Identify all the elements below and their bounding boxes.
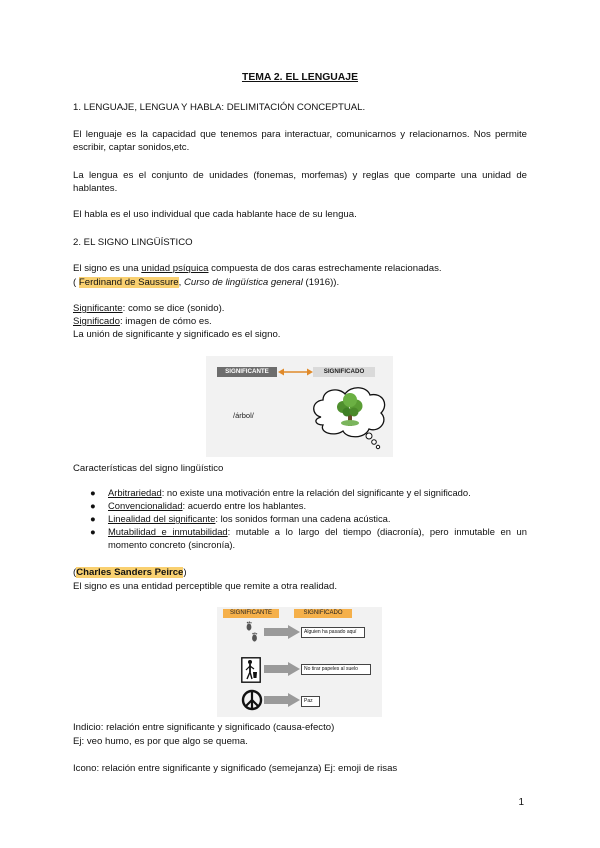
peirce-close: )	[183, 567, 187, 578]
saussure-citation	[73, 276, 339, 289]
bullet-text: : mutable a lo largo del tiempo (diacronía), pero inmutable en un momento concreto (sincronía).	[108, 526, 527, 550]
list-item	[90, 525, 527, 551]
bullet-term: Arbitrariedad	[108, 487, 162, 498]
cite-year: (1916)).	[302, 277, 340, 288]
figure1-significado-label: SIGNIFICADO	[313, 367, 375, 377]
bullet-term: Convencionalidad	[108, 500, 183, 511]
significado-term: Significado	[73, 316, 120, 327]
significante-term: Significante	[73, 303, 123, 314]
cite-open: (	[73, 277, 79, 288]
list-item	[90, 499, 527, 512]
figure2-row3-text: Paz	[301, 696, 320, 707]
list-item	[90, 486, 527, 499]
peirce-citation	[73, 566, 187, 579]
footprints-icon	[245, 621, 259, 645]
section1-heading: 1. LENGUAJE, LENGUA Y HABLA: DELIMITACIÓN CONCEPTUAL.	[73, 102, 366, 113]
ejemplo-line: Ej: veo humo, es por que algo se quema.	[73, 736, 248, 747]
double-arrow-icon	[278, 367, 313, 377]
litter-sign-icon	[241, 657, 261, 683]
signo-def-rest: compuesta de dos caras estrechamente relacionadas.	[208, 263, 442, 274]
bullet-text: : acuerdo entre los hablantes.	[182, 500, 307, 511]
peace-symbol-icon	[241, 689, 263, 711]
union-line: La unión de significante y significado es el signo.	[73, 329, 281, 340]
page-title: TEMA 2. EL LENGUAJE	[241, 72, 359, 83]
significado-def: : imagen de cómo es.	[119, 316, 212, 327]
peirce-definition: El signo es una entidad perceptible que remite a otra realidad.	[73, 581, 337, 592]
bullet-text: : no existe una motivación entre la relación del significante y el significado.	[161, 487, 471, 498]
signo-definition	[73, 262, 442, 275]
habla-paragraph: El habla es el uso individual que cada hablante hace de su lengua.	[73, 209, 357, 220]
figure2-significado-label: SIGNIFICADO	[294, 609, 352, 618]
figure2-row1-text: Alguien ha pasado aquí	[301, 627, 365, 638]
significante-line	[73, 302, 224, 315]
cite-author: Ferdinand de Saussure	[78, 277, 179, 288]
indicio-line: Indicio: relación entre significante y significado (causa-efecto)	[73, 722, 335, 733]
bullet-icon: ●	[90, 526, 96, 537]
bullet-text: : los sonidos forman una cadena acústica.	[215, 513, 391, 524]
bullet-term: Linealidad del significante	[108, 513, 216, 524]
list-item	[90, 512, 527, 525]
page-number: 1	[518, 797, 524, 808]
lenguaje-paragraph: El lenguaje es la capacidad que tenemos para interactuar, comunicarnos y relacionarnos. Nos permite escribir, captar sonidos,etc.	[73, 129, 527, 154]
caracteristicas-list	[90, 486, 527, 551]
thought-cloud-tree-icon	[309, 383, 391, 453]
bullet-term: Mutabilidad e inmutabilidad	[108, 526, 228, 537]
caracteristicas-heading: Características del signo lingüístico	[73, 463, 224, 474]
saussure-sign-figure	[206, 356, 393, 457]
icono-line: Icono: relación entre significante y significado (semejanza) Ej: emoji de risas	[73, 763, 398, 774]
signo-def-prefix: El signo es una	[73, 263, 142, 274]
peirce-open: (	[73, 567, 77, 578]
section2-heading: 2. EL SIGNO LINGÜÍSTICO	[73, 237, 193, 248]
cite-work: Curso de lingüística general	[183, 277, 303, 288]
arrow-right-icon	[264, 625, 300, 639]
significante-def: : como se dice (sonido).	[122, 303, 225, 314]
figure1-significante-label: SIGNIFICANTE	[217, 367, 277, 377]
bullet-icon: ●	[90, 487, 96, 498]
lengua-paragraph: La lengua es el conjunto de unidades (fonemas, morfemas) y reglas que comparte una unidad de hablantes.	[73, 170, 527, 195]
peirce-sign-figure	[217, 607, 382, 717]
significado-line	[73, 315, 212, 328]
cite-sep: ,	[178, 277, 184, 288]
arrow-right-icon	[264, 693, 300, 707]
bullet-icon: ●	[90, 500, 96, 511]
figure2-row2-text: No tirar papeles al suelo	[301, 664, 371, 675]
peirce-name: Charles Sanders Peirce	[76, 567, 184, 578]
signo-def-term: unidad psíquica	[141, 263, 209, 274]
bullet-icon: ●	[90, 513, 96, 524]
figure2-significante-label: SIGNIFICANTE	[223, 609, 279, 618]
figure1-sound: /árbol/	[233, 411, 254, 420]
arrow-right-icon	[264, 662, 300, 676]
